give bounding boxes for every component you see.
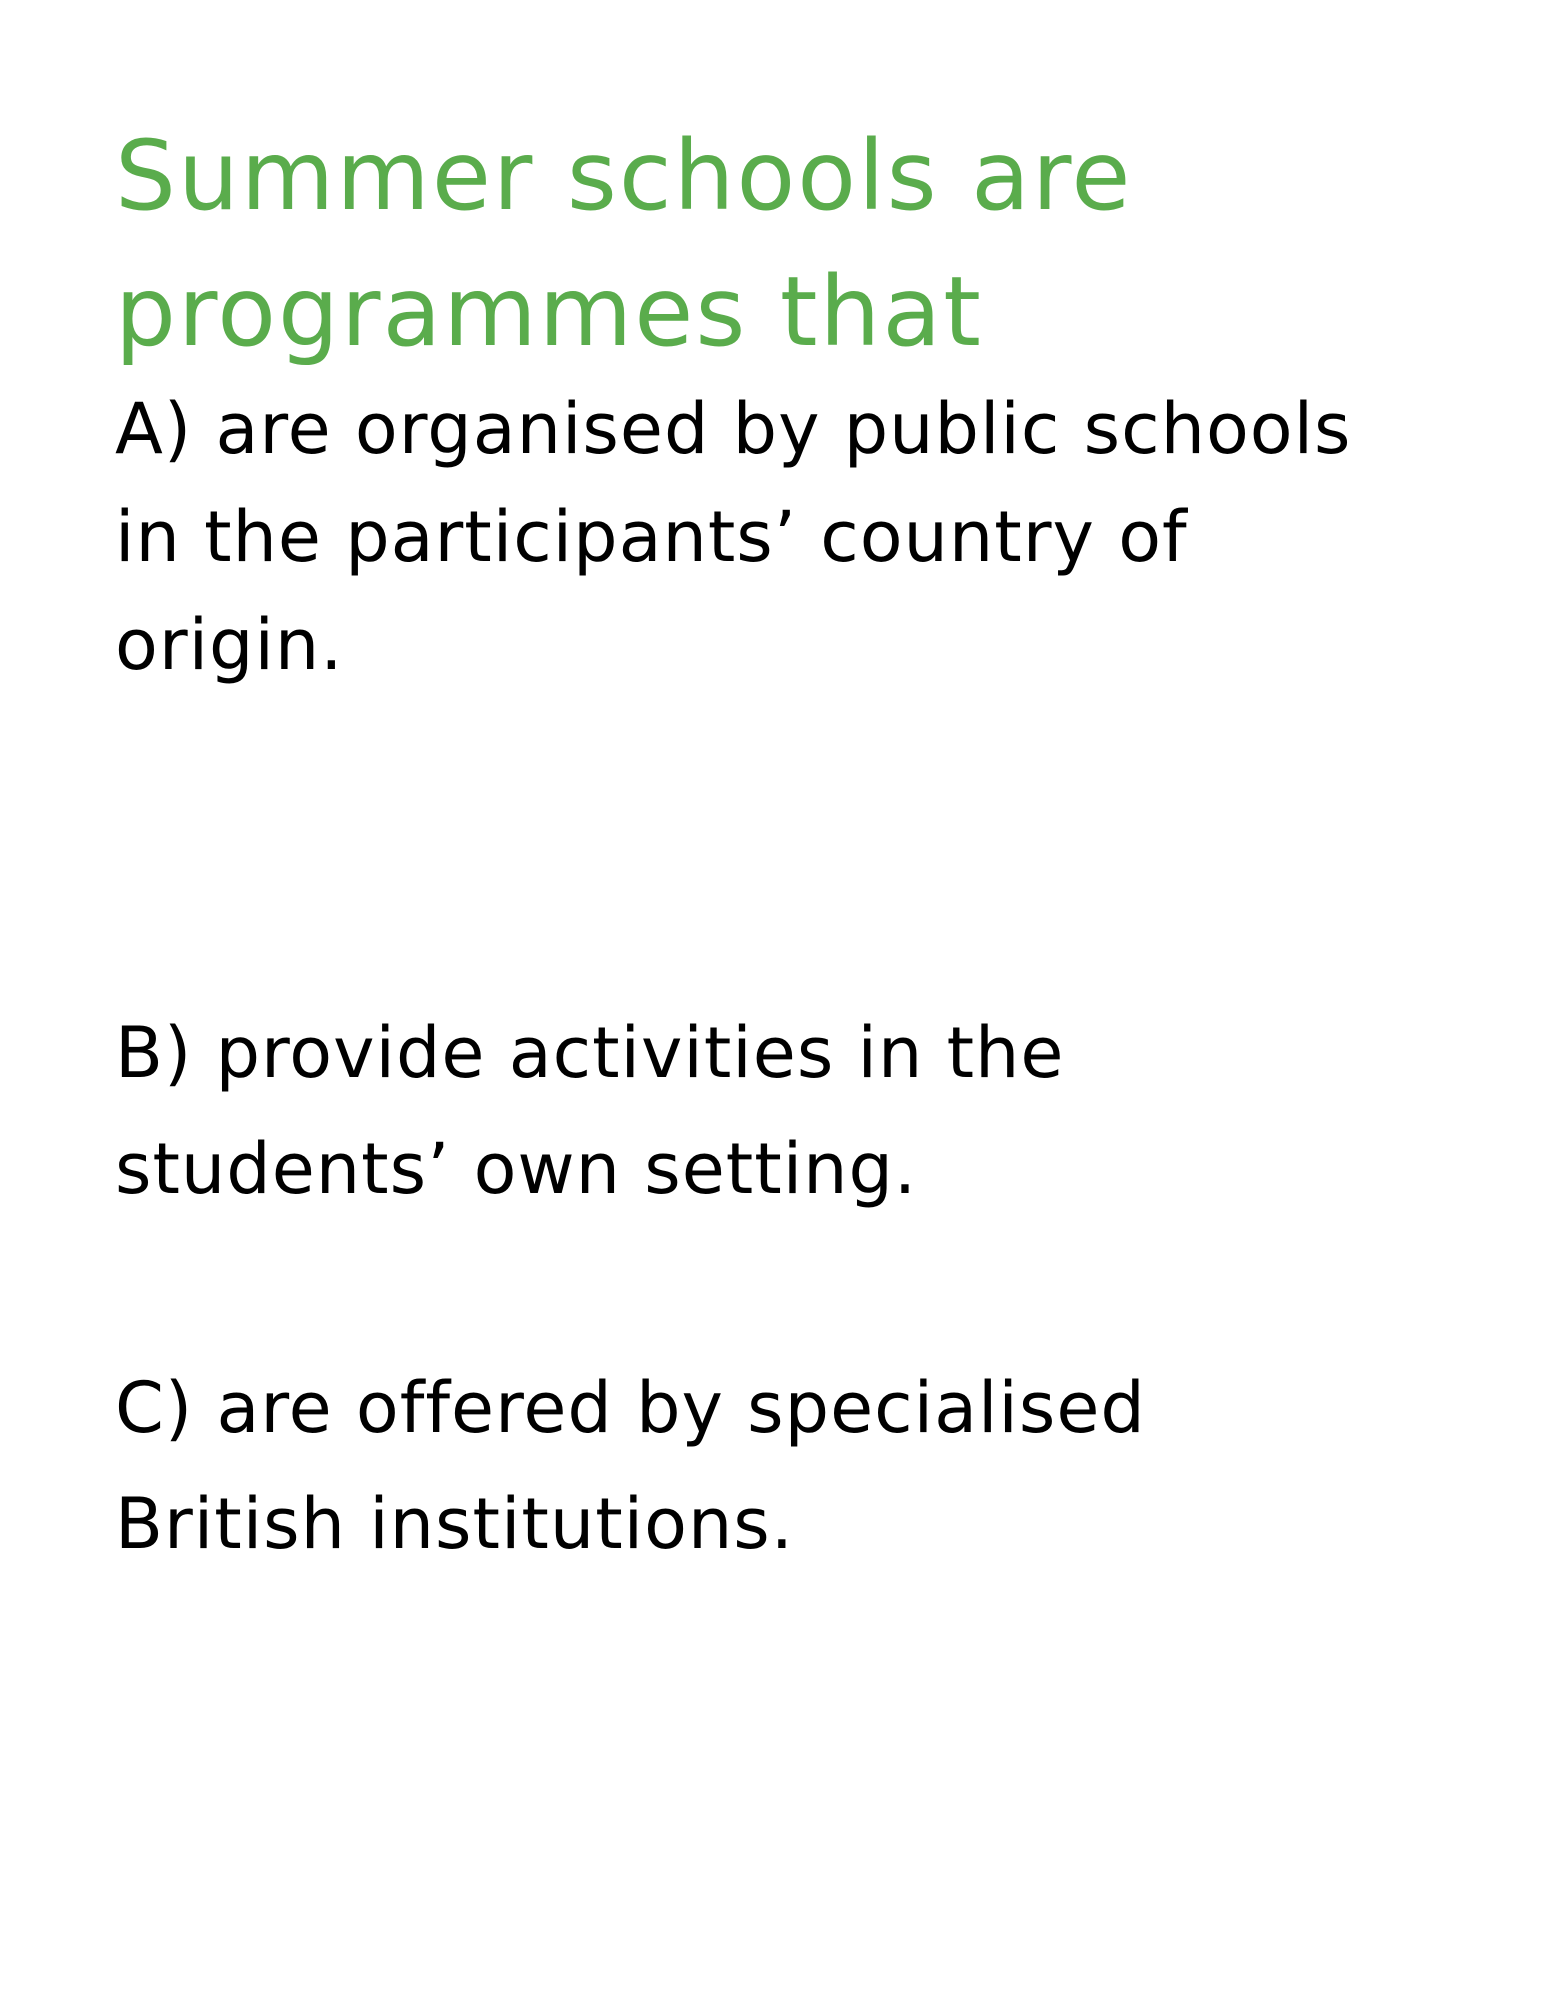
option-c[interactable] bbox=[115, 1350, 1435, 1582]
option-b-line: B) provide activities in the bbox=[115, 1012, 1065, 1094]
option-a-line: A) are organised by public schools bbox=[115, 388, 1352, 470]
question-line: Summer schools are bbox=[115, 120, 1133, 232]
option-b-line: students’ own setting. bbox=[115, 1128, 918, 1210]
option-b[interactable] bbox=[115, 995, 1435, 1227]
option-a[interactable] bbox=[115, 375, 1435, 699]
option-c-line: British institutions. bbox=[115, 1483, 795, 1565]
option-a-line: in the participants’ country of bbox=[115, 496, 1188, 578]
option-c-line: C) are offered by specialised bbox=[115, 1367, 1146, 1449]
question-title bbox=[115, 108, 1415, 380]
option-a-line: origin. bbox=[115, 604, 344, 686]
question-line: programmes that bbox=[115, 256, 983, 368]
